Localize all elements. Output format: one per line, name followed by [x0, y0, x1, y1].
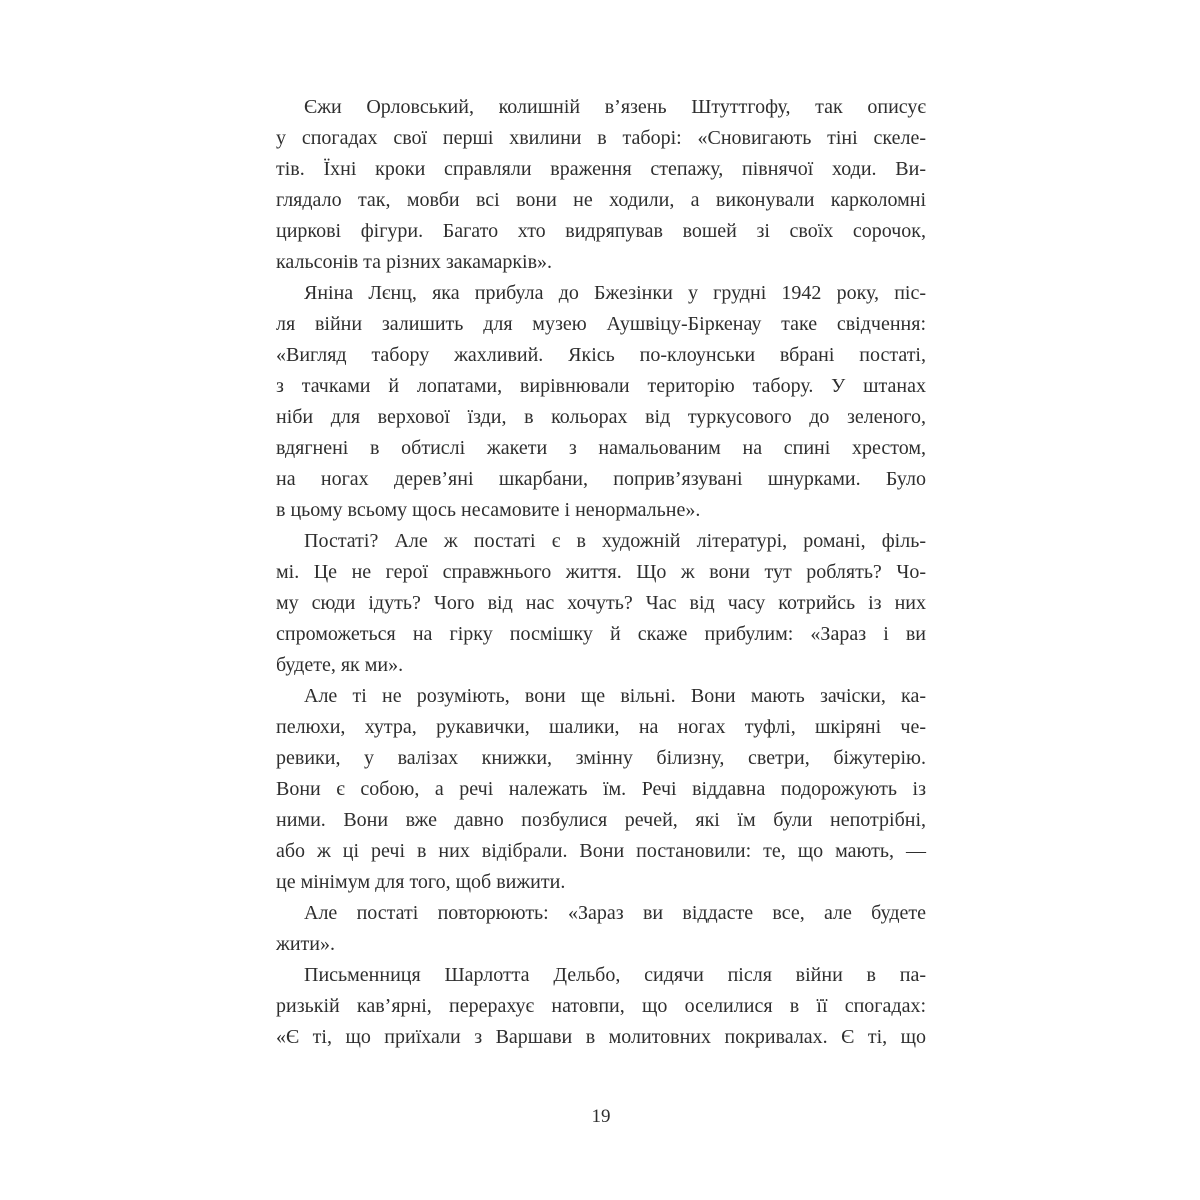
text-line: вдягнені в обтислі жакети з намальованим на спині хрестом,	[276, 437, 926, 459]
text-line: Постаті? Але ж постаті є в художній літературі, романі, філь-	[304, 530, 926, 552]
text-line: або ж ці речі в них відібрали. Вони постановили: те, що мають, —	[276, 840, 926, 862]
text-line: на ногах дерев’яні шкарбани, поприв’язувані шнурками. Було	[276, 468, 926, 490]
text-line: в цьому всьому щось несамовите і ненормальне».	[276, 499, 701, 521]
text-line: Вони є собою, а речі належать їм. Речі віддавна подорожують із	[276, 778, 926, 800]
paragraph	[276, 681, 926, 898]
text-line: спроможеться на гірку посмішку й скаже прибулим: «Зараз і ви	[276, 623, 926, 645]
text-line: з тачками й лопатами, вирівнювали територію табору. У штанах	[276, 375, 926, 397]
text-line: мі. Це не герої справжнього життя. Що ж вони тут роблять? Чо-	[276, 561, 926, 583]
text-line: «Вигляд табору жахливий. Якісь по-клоунськи вбрані постаті,	[276, 344, 926, 366]
text-line: ніби для верхової їзди, в кольорах від туркусового до зеленого,	[276, 406, 926, 428]
text-line: це мінімум для того, щоб вижити.	[276, 871, 566, 893]
text-line: «Є ті, що приїхали з Варшави в молитовних покривалах. Є ті, що	[276, 1026, 926, 1048]
text-line: ревики, у валізах книжки, змінну білизну, светри, біжутерію.	[276, 747, 926, 769]
paragraph	[276, 526, 926, 681]
text-line: Але ті не розуміють, вони ще вільні. Вони мають зачіски, ка-	[304, 685, 926, 707]
text-line: тів. Їхні кроки справляли враження степажу, півнячої ходи. Ви-	[276, 158, 926, 180]
text-line: будете, як ми».	[276, 654, 404, 676]
text-line: циркові фігури. Багато хто видряпував вошей зі своїх сорочок,	[276, 220, 926, 242]
text-line: пелюхи, хутра, рукавички, шалики, на ногах туфлі, шкіряні че-	[276, 716, 926, 738]
text-line: му сюди ідуть? Чого від нас хочуть? Час від часу котрийсь із них	[276, 592, 926, 614]
text-line: ризькій кав’ярні, перерахує натовпи, що оселилися в її спогадах:	[276, 995, 926, 1017]
paragraph	[276, 92, 926, 278]
text-line: ними. Вони вже давно позбулися речей, які їм були непотрібні,	[276, 809, 926, 831]
text-line: Письменниця Шарлотта Дельбо, сидячи після війни в па-	[304, 964, 926, 986]
text-line: жити».	[276, 933, 335, 955]
text-line: глядало так, мовби всі вони не ходили, а виконували карколомні	[276, 189, 926, 211]
paragraph	[276, 278, 926, 526]
paragraph	[276, 960, 926, 1053]
text-line: у спогадах свої перші хвилини в таборі: «Сновигають тіні скеле-	[276, 127, 926, 149]
text-line: Яніна Лєнц, яка прибула до Бжезінки у грудні 1942 року, піс-	[304, 282, 926, 304]
page-number: 19	[591, 1106, 611, 1127]
text-line: кальсонів та різних закамарків».	[276, 251, 553, 273]
text-line: ля війни залишить для музею Аушвіцу-Біркенау таке свідчення:	[276, 313, 926, 335]
paragraph	[276, 898, 926, 960]
text-line: Але постаті повторюють: «Зараз ви віддасте все, але будете	[304, 902, 926, 924]
text-line: Єжи Орловський, колишній в’язень Штуттгофу, так описує	[304, 96, 926, 118]
text-block	[276, 92, 926, 1053]
